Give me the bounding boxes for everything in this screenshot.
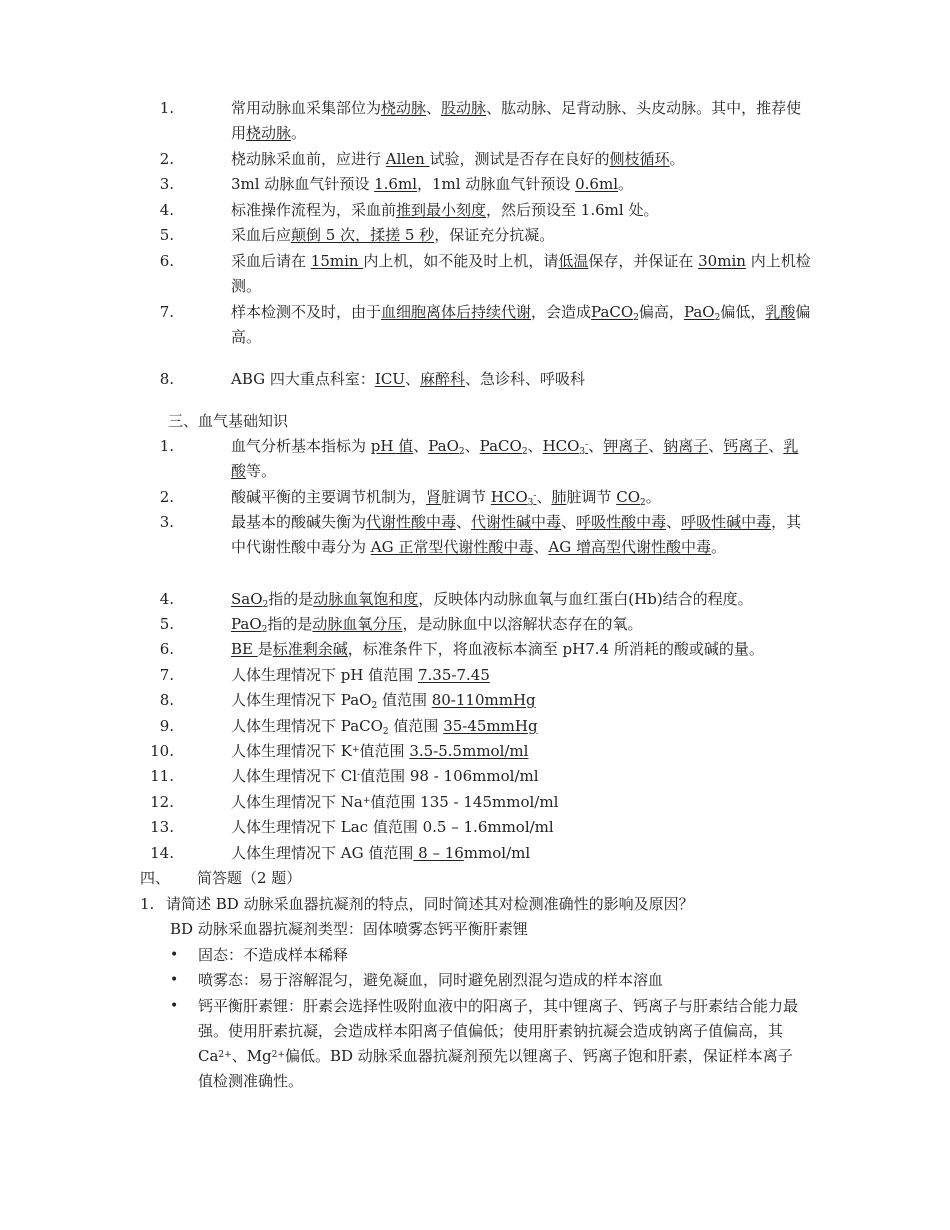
item-text <box>231 96 811 146</box>
text-run: 采血后请在 <box>231 252 311 270</box>
item-text <box>231 223 811 248</box>
item-text <box>231 790 811 815</box>
underlined-term: $CO_2$ <box>616 488 646 508</box>
text-run: 偏低， <box>720 303 766 321</box>
list-item <box>159 688 840 713</box>
text-run: 。 <box>710 538 726 556</box>
question-text: 请简述 BD 动脉采血器抗凝剂的特点，同时简述其对检测准确性的影响及原因？ <box>166 895 694 913</box>
bullet-item <box>170 968 810 993</box>
bullet-text <box>198 968 798 993</box>
item-number: 8. <box>159 691 174 709</box>
item-number: 7. <box>159 303 174 321</box>
text-run: 、急诊科、呼吸科 <box>464 370 585 388</box>
list-item <box>150 841 840 866</box>
text-run: 人体生理情况下 pH 值范围 <box>231 666 418 684</box>
item-number: 11. <box>150 767 174 785</box>
text-run: 、 <box>533 538 549 556</box>
text-run: 等。 <box>246 462 277 480</box>
text-run: 酸碱平衡的主要调节机制为， <box>231 488 427 506</box>
text-run: 内上机检测。 <box>231 252 811 295</box>
text-run: 、 <box>456 513 472 531</box>
underlined-term: $HCO_3^-$ <box>542 437 589 457</box>
question-number: 1. <box>140 895 155 913</box>
bullet-icon: • <box>170 972 179 988</box>
text-run: 指的是 <box>268 590 314 608</box>
text-run: ，标准条件下，将血液标本滴至 pH7.4 所消耗的酸或碱的量。 <box>347 640 764 658</box>
bullet-icon: • <box>170 947 179 963</box>
item-text <box>231 688 811 713</box>
underlined-term: 侧枝循环 <box>609 150 670 168</box>
underlined-term: 动脉血氧分压 <box>312 615 403 633</box>
underlined-term: PaCO$_2$ <box>591 303 639 323</box>
underlined-term: 桡动脉 <box>246 124 292 142</box>
item-text <box>231 714 811 739</box>
text-run: 偏高， <box>638 303 684 321</box>
item-text <box>231 764 811 789</box>
item-number: 7. <box>159 666 174 684</box>
text-run: 、 <box>708 437 724 455</box>
subscript: 2 <box>382 727 389 737</box>
text-run: 值范围 <box>388 717 444 735</box>
superscript: 2+ <box>218 1050 232 1060</box>
text-run: 、 <box>561 513 577 531</box>
underlined-term: PaO$_2$ <box>683 303 721 323</box>
list-item <box>159 510 840 560</box>
underlined-term: 推到最小刻度 <box>396 201 487 219</box>
text-run: mmol/ml <box>463 844 531 862</box>
list-item <box>159 147 840 172</box>
underlined-term: PaCO$_2$ <box>479 437 528 457</box>
item-number: 13. <box>150 818 174 836</box>
text-run: ABG 四大重点科室： <box>231 370 375 388</box>
bullet-item <box>170 994 810 1094</box>
text-run: 标准操作流程为，采血前 <box>231 201 397 219</box>
text-run <box>352 742 360 760</box>
item-text <box>231 147 811 172</box>
subscript: 2 <box>640 498 646 508</box>
text-run: 、 <box>464 437 480 455</box>
underlined-term: 颠倒 5 次，揉搓 5 秒 <box>291 226 435 244</box>
list-item <box>159 300 840 350</box>
item-number: 3. <box>159 175 174 193</box>
subscript: 2 <box>521 447 528 457</box>
text-run: 常用动脉血采集部位为 <box>231 99 382 117</box>
subscript: 2 <box>262 600 269 610</box>
text-run: ，其中代谢性酸中毒分为 <box>231 513 802 556</box>
bullet-text <box>198 943 798 968</box>
underlined-term: 标准剩余碱 <box>272 640 348 658</box>
item-text <box>231 485 811 510</box>
superscript: + <box>351 745 360 755</box>
item-text <box>231 172 811 197</box>
underlined-term: 钾离子 <box>603 437 649 455</box>
text-run: 、 <box>527 437 543 455</box>
text-run: 采血后应 <box>231 226 292 244</box>
bullet-item <box>170 943 810 968</box>
underlined-term: 乳酸 <box>231 437 799 480</box>
text-run: 人体生理情况下 PaCO <box>231 717 383 735</box>
text-run: 偏高。 <box>231 303 811 346</box>
item-number: 8. <box>159 370 174 388</box>
underlined-term: 呼吸性酸中毒 <box>576 513 667 531</box>
list-item <box>159 637 840 662</box>
underlined-term: 低温 <box>558 252 589 270</box>
item-number: 6. <box>159 640 174 658</box>
text-run: 血气分析基本指标为 <box>231 437 371 455</box>
item-number: 10. <box>150 742 174 760</box>
item-text <box>231 841 811 866</box>
text-run: 脏调节 <box>441 488 491 506</box>
underlined-term: 代谢性酸中毒 <box>366 513 457 531</box>
underlined-term: 35-45mmHg <box>443 717 538 735</box>
bullet-text <box>198 994 798 1094</box>
item-number: 4. <box>159 590 174 608</box>
text-run: 、肱动脉、足背动脉、头皮动脉。其中，推荐使用 <box>231 99 802 142</box>
item-text <box>231 198 811 223</box>
underlined-term: 钙离子 <box>723 437 769 455</box>
text-run: 、Mg <box>231 1047 272 1065</box>
subscript: 2 <box>714 313 721 323</box>
item-text <box>231 663 811 688</box>
superscript: - <box>585 440 589 450</box>
underlined-term: ICU <box>374 370 405 388</box>
list-item <box>159 223 840 248</box>
text-run: 最基本的酸碱失衡为 <box>231 513 367 531</box>
underlined-term: 动脉血氧饱和度 <box>313 590 419 608</box>
text-run <box>272 1047 285 1065</box>
text-run: 。 <box>645 488 661 506</box>
text-run: 试验，测试是否存在良好的 <box>429 150 610 168</box>
text-run: 偏低。BD 动脉采血器抗凝剂预先以锂离子、钙离子饱和肝素，保证样本离子值检测准确性。 <box>198 1047 793 1090</box>
item-number: 3. <box>159 513 174 531</box>
text-run: 人体生理情况下 Cl <box>231 767 358 785</box>
text-run: 3ml 动脉血气针预设 <box>231 175 375 193</box>
text-run: 值范围 <box>359 742 410 760</box>
text-run: 人体生理情况下 Lac 值范围 0.5 – 1.6mmol/ml <box>231 818 554 836</box>
text-run: ，是动脉血中以溶解状态存在的氧。 <box>402 615 643 633</box>
subscript: 2 <box>261 625 268 635</box>
item-text <box>231 815 811 840</box>
underlined-term: Allen <box>385 150 430 168</box>
text-run: 保存，并保证在 <box>588 252 699 270</box>
text-run: 、 <box>426 99 442 117</box>
text-run: ，反映体内动脉血氧与血红蛋白(Hb)结合的程度。 <box>418 590 753 608</box>
bullet-icon: • <box>170 998 179 1014</box>
superscript: - <box>533 491 537 501</box>
underlined-term: PaO$_2$ <box>231 615 268 635</box>
text-run: 人体生理情况下 K <box>231 742 352 760</box>
text-run: 、 <box>588 437 604 455</box>
section-heading: 简答题（2 题） <box>197 869 302 887</box>
underlined-term: 3.5-5.5mmol/ml <box>409 742 529 760</box>
underlined-term: SaO$_2$ <box>231 590 269 610</box>
underlined-term: 80-110mmHg <box>431 691 536 709</box>
list-item <box>150 790 840 815</box>
text-run: 值范围 98 - 106mmol/ml <box>360 767 539 785</box>
list-item <box>159 485 840 510</box>
underlined-term: 代谢性碱中毒 <box>471 513 562 531</box>
list-item <box>159 587 840 612</box>
underlined-term: BE <box>231 640 258 658</box>
underlined-term: AG 正常型代谢性酸中毒 <box>370 538 534 556</box>
list-item <box>159 434 840 484</box>
text-run: 人体生理情况下 Na <box>231 793 363 811</box>
item-number: 5. <box>159 615 174 633</box>
text-run: ，保证充分抗凝。 <box>434 226 555 244</box>
text-run: 喷雾态：易于溶解混匀，避免凝血，同时避免剧烈混匀造成的样本溶血 <box>198 971 664 989</box>
underlined-term: 乳酸 <box>765 303 796 321</box>
item-number: 9. <box>159 717 174 735</box>
subscript: 3 <box>527 498 534 508</box>
superscript: + <box>362 796 371 806</box>
list-item <box>150 764 840 789</box>
underlined-term: 桡动脉 <box>381 99 427 117</box>
item-number: 4. <box>159 201 174 219</box>
list-item <box>159 249 840 299</box>
item-number: 2. <box>159 150 174 168</box>
underlined-term: 肺 <box>551 488 567 506</box>
text-run: 。 <box>669 150 685 168</box>
item-number: 14. <box>150 844 174 862</box>
text-run: 、 <box>404 370 420 388</box>
list-item <box>159 663 840 688</box>
item-text <box>231 637 871 662</box>
subscript: 2 <box>371 701 378 711</box>
list-item <box>159 612 840 637</box>
item-text <box>231 612 811 637</box>
underlined-term: 钠离子 <box>663 437 709 455</box>
text-run: 指的是 <box>267 615 313 633</box>
text-run: 是 <box>257 640 273 658</box>
item-text <box>231 300 811 350</box>
text-run: ，会造成 <box>531 303 592 321</box>
list-item <box>150 815 840 840</box>
text-run: ，1ml 动脉血气针预设 <box>417 175 576 193</box>
text-run: 、 <box>536 488 552 506</box>
superscript: - <box>357 770 361 780</box>
text-run: 钙平衡肝素锂：肝素会选择性吸附血液中的阳离子，其中锂离子、钙离子与肝素结合能力最强。使用肝素抗凝，会造成样本阳离子值偏低；使用肝素钠抗凝会造成钠离子值偏高，其 Ca <box>198 997 799 1065</box>
text-run: 。 <box>618 175 634 193</box>
underlined-term: $HCO_3^-$ <box>490 488 537 508</box>
underlined-term: 0.6ml <box>575 175 618 193</box>
underlined-term: 8 – 16 <box>413 844 464 862</box>
underlined-term: PaO$_2$ <box>428 437 465 457</box>
list-item <box>159 172 840 197</box>
underlined-term: 肾 <box>426 488 442 506</box>
item-number: 1. <box>159 99 174 117</box>
underlined-term: 7.35-7.45 <box>418 666 490 684</box>
text-run: 样本检测不及时，由于 <box>231 303 382 321</box>
text-run: 。 <box>291 124 307 142</box>
item-text <box>231 587 811 612</box>
item-number: 2. <box>159 488 174 506</box>
text-run: 桡动脉采血前，应进行 <box>231 150 386 168</box>
underlined-term: 股动脉 <box>441 99 487 117</box>
item-text <box>231 249 811 299</box>
underlined-term: pH 值 <box>370 437 414 455</box>
item-text <box>231 434 811 484</box>
item-text <box>231 510 811 560</box>
text-run: 值范围 135 - 145mmol/ml <box>370 793 559 811</box>
item-text <box>231 739 811 764</box>
item-text <box>231 367 811 392</box>
text-run: 、 <box>666 513 682 531</box>
text-run: 、 <box>648 437 664 455</box>
subscript: 2 <box>633 313 639 323</box>
list-item <box>159 198 840 223</box>
item-number: 12. <box>150 793 174 811</box>
underlined-term: 麻醉科 <box>419 370 465 388</box>
underlined-term: AG 增高型代谢性酸中毒 <box>548 538 711 556</box>
item-number: 6. <box>159 252 174 270</box>
list-item <box>159 714 840 739</box>
answer-intro: BD 动脉采血器抗凝剂类型：固体喷雾态钙平衡肝素锂 <box>170 920 528 938</box>
text-run: 人体生理情况下 PaO <box>231 691 372 709</box>
item-number: 1. <box>159 437 174 455</box>
text-run: 人体生理情况下 AG 值范围 <box>231 844 414 862</box>
item-number: 5. <box>159 226 174 244</box>
text-run: 、 <box>413 437 429 455</box>
list-item <box>159 96 840 146</box>
underlined-term: 1.6ml <box>374 175 417 193</box>
underlined-term: 15min <box>310 252 364 270</box>
text-run: 值范围 <box>377 691 432 709</box>
underlined-term: 呼吸性碱中毒 <box>681 513 772 531</box>
underlined-term: 30min <box>698 252 746 270</box>
text-run: ，然后预设至 1.6ml 处。 <box>486 201 659 219</box>
text-run: 脏调节 <box>566 488 617 506</box>
subscript: 3 <box>579 447 586 457</box>
section-heading: 三、血气基础知识 <box>168 412 289 430</box>
text-run: 内上机，如不能及时上机，请 <box>363 252 559 270</box>
text-run: 固态：不造成样本稀释 <box>198 946 349 964</box>
list-item <box>159 367 840 392</box>
text-run <box>218 1047 231 1065</box>
text-run: 、 <box>768 437 784 455</box>
list-item <box>150 739 840 764</box>
underlined-term: 血细胞离体后持续代谢 <box>381 303 532 321</box>
superscript: 2+ <box>271 1050 285 1060</box>
section-4-number: 四、 <box>140 869 171 887</box>
subscript: 2 <box>458 447 465 457</box>
